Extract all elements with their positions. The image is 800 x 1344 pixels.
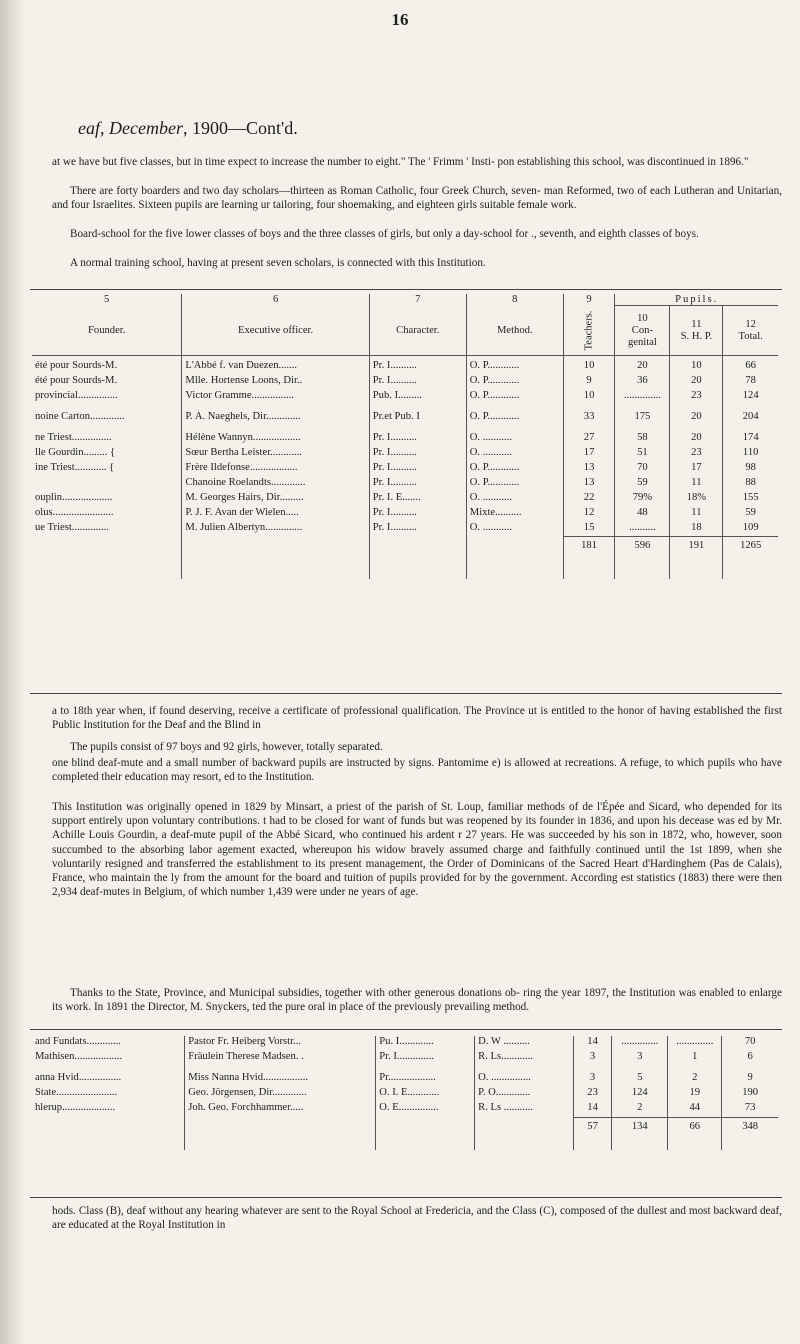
table-cell: 48: [615, 507, 670, 522]
shp-label: S. H. P.: [680, 330, 713, 342]
table-cell: provincial...............: [35, 389, 118, 401]
table-cell: 14: [573, 1036, 611, 1051]
column-number: 5: [104, 294, 110, 305]
table-row: [32, 1087, 778, 1102]
table-cell: R. Ls ...........: [475, 1102, 574, 1117]
table-cell: Mlle. Hortense Loons, Dir..: [182, 375, 369, 390]
table-cell: 58: [615, 432, 670, 447]
table-cell: Pr. I..........: [369, 507, 466, 522]
table-cell: 11: [670, 507, 723, 522]
header-officer: Executive officer.: [182, 306, 369, 356]
header-founder: Founder.: [88, 324, 126, 336]
table-cell: Pr. I..........: [369, 447, 466, 462]
running-head-prefix: eaf,: [78, 118, 105, 138]
table-row: [32, 360, 778, 375]
table-cell: O. ...........: [466, 432, 563, 447]
page-number: 16: [391, 10, 409, 29]
table-cell: été pour Sourds-M.: [35, 359, 118, 371]
table-cell: O. ...........: [466, 522, 563, 537]
table-cell: 11: [670, 477, 723, 492]
table-cell: 190: [722, 1087, 778, 1102]
table-cell: Pr. I..........: [369, 522, 466, 537]
table-cell: ne Triest...............: [35, 431, 112, 443]
table-cell: O. P............: [466, 360, 563, 375]
table-cell: 10: [563, 390, 615, 405]
column-number: 8: [466, 294, 563, 306]
table-cell: 124: [723, 390, 778, 405]
table-cell: Frère Ildefonse..................: [182, 462, 369, 477]
total-cell: 596: [615, 537, 670, 552]
header-congenital: [615, 306, 670, 356]
table-cell: 59: [615, 477, 670, 492]
table-cell: M. Georges Hairs, Dir.........: [182, 492, 369, 507]
table-cell: [32, 477, 182, 492]
table-cell: lle Gourdin......... {: [35, 446, 116, 458]
table-cell: 19: [668, 1087, 722, 1102]
body-paragraph: This Institution was originally opened in 1829 by Minsart, a priest of the parish of St. Loup, familiar methods of de l'Épée and Sicard, who depended for its support entirely upon voluntary contributions. t had to be closed for want of funds but was reopened by its founder in 1836, and upon his decease was ed by Mr. Achille Louis Gourdin, a deaf-mute pupil of the Abbé Sicard, who continued his ardent r 27 years. He was succeeded by his son in 1872, who, however, soon succumbed to the absorbing labor agement exacted, whereupon his widow bravely assumed charge and faithfully continued until the 1st 1899, when she voluntarily resigned and transferred the establishment to its present management, the Order of Dominicans of the Sacred Heart d'Hardinghem (Pas de Calais), France, who maintain the ly from the amount for the board and tuition of pupils provided for by the government. According est statistics (1883) there were then 2,934 deaf-mutes in Belgium, of which number 1,439 were under ne years of age.: [52, 801, 782, 899]
table2-bottom-rule: [30, 1197, 782, 1198]
total-cell: 1265: [723, 537, 778, 552]
table-cell: anna Hvid................: [35, 1072, 122, 1083]
table-cell: 1: [668, 1051, 722, 1066]
table-cell: 5: [612, 1072, 668, 1087]
table-cell: ine Triest............ {: [35, 461, 115, 473]
table-cell: ..............: [612, 1036, 668, 1051]
table-cell: 3: [573, 1051, 611, 1066]
table-cell: 155: [723, 492, 778, 507]
table-cell: Pr. I..............: [376, 1051, 475, 1066]
table-cell: 174: [723, 432, 778, 447]
table-row: [32, 432, 778, 447]
table-cell: O. P............: [466, 411, 563, 426]
table-cell: Pr. I..........: [369, 375, 466, 390]
table-cell: noine Carton.............: [35, 410, 125, 422]
column-number: 6: [182, 294, 369, 306]
table-cell: P. A. Naeghels, Dir.............: [182, 411, 369, 426]
congenital-label: Con- genital: [627, 324, 657, 348]
header-row: [32, 306, 778, 356]
table-cell: 109: [723, 522, 778, 537]
body-paragraph: one blind deaf-mute and a small number of backward pupils are instructed by signs. Pantomime e) is allowed at recreations. A refuge, to which pupils who have completed their education may resort, ed to the Institution.: [52, 757, 782, 784]
table-cell: 124: [612, 1087, 668, 1102]
table-cell: 79%: [615, 492, 670, 507]
table-cell: O. P............: [466, 477, 563, 492]
table-cell: State.......................: [35, 1087, 118, 1098]
table-cell: Pr. I. E.......: [369, 492, 466, 507]
table-cell: ..........: [615, 522, 670, 537]
table-cell: hlerup....................: [35, 1102, 116, 1113]
intro-paragraph: at we have but five classes, but in time expect to increase the number to eight." The ' Frimm ' Insti- pon establishing this school, was discontinued in 1896.": [52, 156, 749, 168]
table-cell: M. Julien Albertyn..............: [182, 522, 369, 537]
table-cell: Pr. I..........: [369, 477, 466, 492]
table-cell: Pub. I.........: [369, 390, 466, 405]
table-cell: 73: [722, 1102, 778, 1117]
table-cell: Pu. I.............: [376, 1036, 475, 1051]
table-cell: 2: [668, 1072, 722, 1087]
table-cell: 70: [722, 1036, 778, 1051]
body-paragraph: a to 18th year when, if found deserving, receive a certificate of professional qualification. The Province ut is entitled to the honor of having established the first Public Institution for the Deaf and the Blind in: [52, 705, 782, 732]
intro-paragraph: There are forty boarders and two day scholars—thirteen as Roman Catholic, four Greek Church, seven- man Reformed, two of each Lutheran and Unitarian, and four Israelites. Sixteen pupils are learning ur tailoring, four shoemaking, and eighteen girls suitable female work.: [52, 185, 782, 212]
table-cell: 23: [670, 447, 723, 462]
table-cell: Pr..................: [376, 1072, 475, 1087]
table-cell: O. ...............: [475, 1072, 574, 1087]
closing-paragraph: hods. Class (B), deaf without any hearing whatever are sent to the Royal School at Fredericia, and the Class (C), composed of the dullest and most backward deaf, are educated at the Royal Institution in: [52, 1205, 782, 1232]
header-character: Character.: [369, 306, 466, 356]
table-cell: 10: [563, 360, 615, 375]
table-cell: Hélène Wannyn..................: [182, 432, 369, 447]
total-cell: 181: [563, 537, 615, 552]
table-row: [32, 390, 778, 405]
table-cell: 18%: [670, 492, 723, 507]
table-cell: 20: [615, 360, 670, 375]
table-cell: 9: [722, 1072, 778, 1087]
table-cell: 51: [615, 447, 670, 462]
totals-row: [32, 537, 778, 552]
total-number: 12: [745, 318, 756, 330]
table-cell: 70: [615, 462, 670, 477]
table-cell: 27: [563, 432, 615, 447]
table-cell: 110: [723, 447, 778, 462]
table-cell: été pour Sourds-M.: [35, 374, 118, 386]
table-cell: 18: [670, 522, 723, 537]
table-cell: 3: [573, 1072, 611, 1087]
table-row: [32, 522, 778, 537]
table-cell: 23: [573, 1087, 611, 1102]
total-label: Total.: [738, 330, 763, 342]
table-cell: O. I. E............: [376, 1087, 475, 1102]
table-cell: 78: [723, 375, 778, 390]
header-shp: [670, 306, 723, 356]
table-cell: L'Abbé f. van Duezen.......: [182, 360, 369, 375]
table-cell: 13: [563, 477, 615, 492]
table-cell: Pr. I..........: [369, 432, 466, 447]
table-cell: P. O.............: [475, 1087, 574, 1102]
pupils-heading: Pupils.: [615, 294, 778, 306]
table-cell: 13: [563, 462, 615, 477]
table-row: [32, 375, 778, 390]
table-cell: ..............: [615, 390, 670, 405]
table-row: [32, 447, 778, 462]
table-row: [32, 477, 778, 492]
table-row: [32, 507, 778, 522]
table-cell: 175: [615, 411, 670, 426]
table-cell: 23: [670, 390, 723, 405]
totals-row: [32, 1117, 778, 1132]
table-cell: 204: [723, 411, 778, 426]
total-cell: 191: [670, 537, 723, 552]
table-cell: 20: [670, 411, 723, 426]
running-head-rest: , 1900—Cont'd.: [182, 118, 298, 138]
danish-institutions-table: [32, 1036, 778, 1150]
table-cell: Victor Gramme................: [182, 390, 369, 405]
total-cell: 134: [612, 1117, 668, 1132]
table-bottom-rule: [30, 693, 782, 694]
table-cell: R. Ls............: [475, 1051, 574, 1066]
column-number-row: [32, 294, 778, 306]
table-row: [32, 1036, 778, 1051]
table-row: [32, 411, 778, 426]
table-row: [32, 1072, 778, 1087]
table-cell: 20: [670, 432, 723, 447]
institutions-table-body: [32, 360, 778, 537]
table-cell: 14: [573, 1102, 611, 1117]
table-cell: Geo. Jörgensen, Dir.............: [185, 1087, 376, 1102]
table-cell: O. P............: [466, 462, 563, 477]
table-cell: 2: [612, 1102, 668, 1117]
body-paragraph: Thanks to the State, Province, and Municipal subsidies, together with other generous donations ob- ring the year 1897, the Institution was enabled to enlarge its work. In 1891 the Director, M. Snyckers, ted the pure oral in place of the previously prevailing method.: [52, 987, 782, 1014]
table-cell: 9: [563, 375, 615, 390]
table-cell: 10: [670, 360, 723, 375]
table-top-rule: [30, 289, 782, 290]
table-cell: 36: [615, 375, 670, 390]
total-cell: 348: [722, 1117, 778, 1132]
column-number: 7: [369, 294, 466, 306]
table-cell: D. W ..........: [475, 1036, 574, 1051]
table-cell: 98: [723, 462, 778, 477]
table-cell: Fräulein Therese Madsen. .: [185, 1051, 376, 1066]
table-row: [32, 492, 778, 507]
table-cell: Pr.et Pub. I: [369, 411, 466, 426]
document-page: [30, 0, 792, 1344]
body-paragraph: The pupils consist of 97 boys and 92 girls, however, totally separated.: [70, 741, 383, 753]
table-cell: 3: [612, 1051, 668, 1066]
table-cell: O. ...........: [466, 447, 563, 462]
shp-number: 11: [691, 318, 702, 330]
table-cell: P. J. F. Avan der Wielen.....: [182, 507, 369, 522]
header-teachers: [563, 306, 615, 356]
table-cell: 59: [723, 507, 778, 522]
table-cell: O. P............: [466, 390, 563, 405]
table-cell: O. P............: [466, 375, 563, 390]
table-cell: Mixte..........: [466, 507, 563, 522]
column-number: 9: [563, 294, 615, 306]
header-method: Method.: [466, 306, 563, 356]
congenital-number: 10: [637, 312, 648, 324]
table-cell: and Fundats.............: [35, 1036, 121, 1047]
table-cell: O. E...............: [376, 1102, 475, 1117]
table-cell: 33: [563, 411, 615, 426]
table-cell: 17: [670, 462, 723, 477]
table-cell: Joh. Geo. Forchhammer.....: [185, 1102, 376, 1117]
intro-paragraph: A normal training school, having at present seven scholars, is connected with this Institution.: [70, 257, 486, 269]
table-cell: Pr. I..........: [369, 462, 466, 477]
table-cell: 66: [723, 360, 778, 375]
table-cell: 20: [670, 375, 723, 390]
table-cell: 44: [668, 1102, 722, 1117]
running-head-month: December: [109, 118, 183, 138]
institutions-table: [32, 294, 778, 579]
table-cell: Sœur Bertha Leister............: [182, 447, 369, 462]
table-cell: Pastor Fr. Heiberg Vorstr...: [185, 1036, 376, 1051]
table-cell: ..............: [668, 1036, 722, 1051]
table-cell: ue Triest..............: [35, 521, 109, 533]
book-spine-shadow: [0, 0, 26, 1344]
table-cell: ouplin...................: [35, 491, 113, 503]
table-row: [32, 1102, 778, 1117]
intro-paragraph: Board-school for the five lower classes of boys and the three classes of girls, but only a day-school for ., seventh, and eighth classes of boys.: [70, 228, 699, 240]
running-head: [78, 118, 298, 139]
table-cell: 12: [563, 507, 615, 522]
danish-table-body: [32, 1036, 778, 1117]
total-cell: 66: [668, 1117, 722, 1132]
table-cell: 6: [722, 1051, 778, 1066]
table-cell: 22: [563, 492, 615, 507]
table-cell: Mathisen..................: [35, 1051, 123, 1062]
table2-top-rule: [30, 1029, 782, 1030]
teachers-label: Teachers.: [583, 310, 595, 351]
table-cell: 88: [723, 477, 778, 492]
table-cell: olus.......................: [35, 506, 114, 518]
table-cell: 15: [563, 522, 615, 537]
table-cell: Pr. I..........: [369, 360, 466, 375]
table-cell: 17: [563, 447, 615, 462]
table-row: [32, 462, 778, 477]
table-row: [32, 1051, 778, 1066]
table-cell: Chanoine Roelandts.............: [182, 477, 369, 492]
header-total: [723, 306, 778, 356]
table-cell: O. ...........: [466, 492, 563, 507]
total-cell: 57: [573, 1117, 611, 1132]
table-cell: Miss Nanna Hvid.................: [185, 1072, 376, 1087]
